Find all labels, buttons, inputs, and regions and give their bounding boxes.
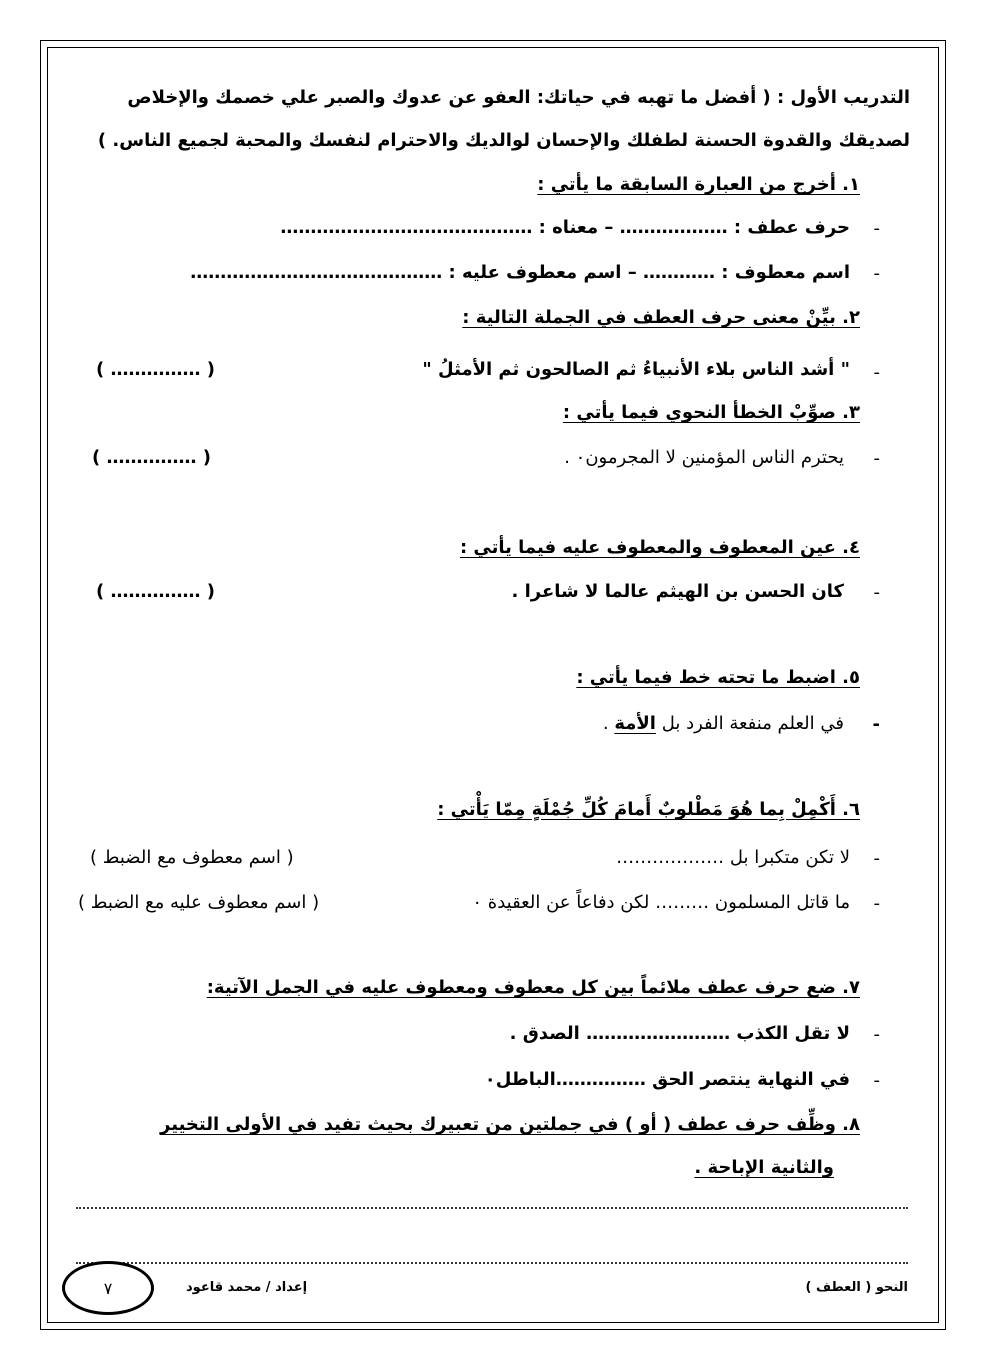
q3-heading: ٣. صوِّبْ الخطأ النحوي فيما يأتي : bbox=[562, 402, 860, 423]
q6-row-2-hint: ( اسم معطوف عليه مع الضبط ) bbox=[78, 892, 320, 913]
bullet: - bbox=[872, 714, 880, 735]
q2-heading: ٢. بيِّنْ معنى حرف العطف في الجملة التالية : bbox=[462, 307, 860, 328]
bullet: - bbox=[873, 362, 880, 383]
bullet: - bbox=[873, 582, 880, 603]
bullet: - bbox=[873, 1070, 880, 1091]
intro-line-1: التدريب الأول : ( أفضل ما تهبه في حياتك: العفو عن عدوك والصبر علي خصمك والإخلاص bbox=[127, 87, 910, 108]
q1-row-2: اسم معطوف : ………… – اسم معطوف عليه : …………………………………… bbox=[190, 262, 850, 283]
bullet: - bbox=[873, 893, 880, 914]
q6-row-2-sentence: ما قاتل المسلمون ……… لكن دفاعاً عن العقيدة ٠ bbox=[472, 892, 850, 913]
q4-answer-blank[interactable]: ( …………… ) bbox=[96, 581, 215, 602]
q2-sentence: " أشد الناس بلاء الأنبياءُ ثم الصالحون ثم الأمثلُ " bbox=[422, 359, 850, 380]
q8-line-2: والثانية الإباحة . bbox=[694, 1157, 834, 1178]
q5-underlined-word: الأمة bbox=[614, 713, 656, 734]
bullet: - bbox=[873, 218, 880, 239]
intro-line-2: لصديقك والقدوة الحسنة لطفلك والإحسان لوالديك والاحترام لنفسك والمحبة لجميع الناس. ) bbox=[97, 130, 910, 151]
q7-heading: ٧. ضع حرف عطف ملائماً بين كل معطوف ومعطوف عليه في الجمل الآتية: bbox=[206, 977, 860, 998]
footer-author: إعداد / محمد قاعود bbox=[186, 1280, 308, 1295]
q4-heading: ٤. عين المعطوف والمعطوف عليه فيما يأتي : bbox=[459, 537, 860, 558]
q7-row-2: في النهاية ينتصر الحق ……………الباطل٠ bbox=[484, 1069, 850, 1090]
q3-answer-blank[interactable]: ( …………… ) bbox=[92, 447, 211, 468]
q8-line-1: ٨. وظِّف حرف عطف ( أو ) في جملتين من تعبيرك بحيث تفيد في الأولى التخيير bbox=[160, 1114, 860, 1135]
footer-subject: النحو ( العطف ) bbox=[805, 1280, 908, 1295]
page-number: ٧ bbox=[103, 1278, 113, 1298]
bullet: - bbox=[873, 263, 880, 284]
q1-heading: ١. أخرج من العبارة السابقة ما يأتي : bbox=[537, 174, 860, 195]
answer-line[interactable] bbox=[76, 1207, 908, 1209]
bullet: - bbox=[873, 448, 880, 469]
q6-heading: ٦. أَكْمِلْ بِما هُوَ مَطْلوبٌ أَمامَ كُلِّ جُمْلَةٍ مِمّا يَأْتي : bbox=[437, 799, 860, 820]
q5-heading: ٥. اضبط ما تحته خط فيما يأتي : bbox=[576, 667, 860, 688]
page-number-oval bbox=[62, 1261, 154, 1315]
bullet: - bbox=[873, 1024, 880, 1045]
answer-line[interactable] bbox=[76, 1262, 908, 1264]
q6-row-1-hint: ( اسم معطوف مع الضبط ) bbox=[90, 847, 294, 868]
q6-row-1-sentence: لا تكن متكبرا بل ……………… bbox=[616, 847, 850, 868]
q3-sentence: يحترم الناس المؤمنين لا المجرمون٠ . bbox=[564, 447, 844, 468]
q2-answer-blank[interactable]: ( …………… ) bbox=[96, 359, 215, 380]
q1-row-1: حرف عطف : ……………… – معناه : …………………………………… bbox=[280, 217, 850, 238]
bullet: - bbox=[873, 848, 880, 869]
q7-row-1: لا تقل الكذب …………………… الصدق . bbox=[509, 1023, 850, 1044]
q5-sentence: في العلم منفعة الفرد بل الأمة . bbox=[602, 713, 844, 734]
q4-sentence: كان الحسن بن الهيثم عالما لا شاعرا . bbox=[511, 581, 844, 602]
